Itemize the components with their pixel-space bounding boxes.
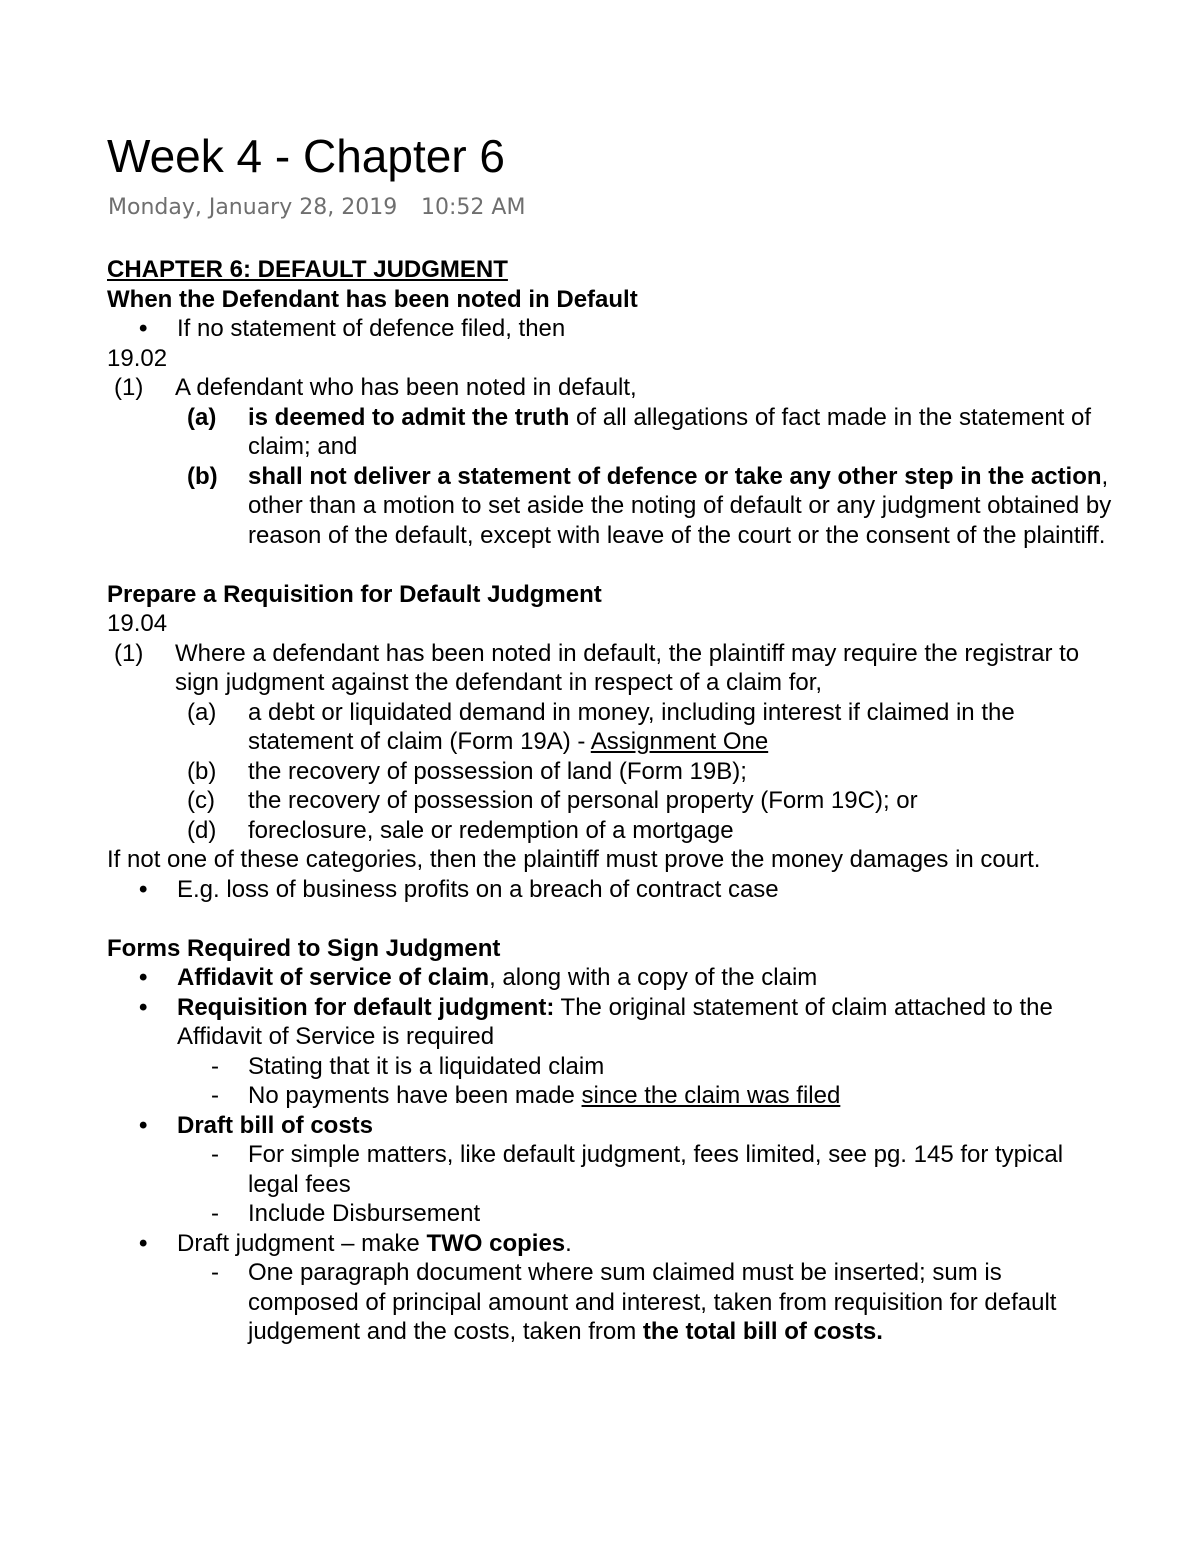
subitem-marker: (b) (187, 757, 217, 785)
rule-item-number: (1) (114, 374, 144, 401)
bullet-marker: • (139, 1229, 148, 1257)
subitem-text: , other than a motion to set aside the noting of default or any judgment obtained by reason of the default, except with leave of the court or the consent of the plaintiff. (248, 462, 1112, 549)
page-time: 10:52 AM (421, 195, 526, 220)
subitem-text: foreclosure, sale or redemption of a mortgage (248, 816, 734, 844)
subitem-marker: (d) (187, 816, 217, 844)
sub-list-item-text: For simple matters, like default judgment, fees limited, see pg. 145 for typical legal fees (248, 1141, 1064, 1198)
rule-subitem (107, 786, 1117, 816)
sub-list-item-text: Stating that it is a liquidated claim (248, 1052, 605, 1080)
assignment-link: Assignment One (590, 728, 769, 755)
rule-number: 19.04 (107, 610, 168, 637)
bullet-marker: • (139, 875, 148, 903)
rule-subitem (107, 462, 1117, 551)
subitem-marker: (a) (187, 403, 217, 431)
rule-item (107, 373, 1117, 403)
subitem-marker: (b) (187, 462, 218, 490)
bullet-marker: • (139, 964, 148, 991)
section-heading: Forms Required to Sign Judgment (107, 934, 501, 962)
list-item (107, 993, 1117, 1052)
list-item-bold-text: Requisition for default judgment: (177, 993, 555, 1021)
sub-list-item-bold-text: the total bill of costs. (642, 1318, 883, 1345)
sub-list-item-underlined: since the claim was filed (581, 1082, 841, 1109)
sub-list-item (107, 1199, 1117, 1229)
rule-subitem (107, 757, 1117, 787)
list-item (107, 1229, 1117, 1259)
subitem-text: a debt or liquidated demand in money, including interest if claimed in the statement of claim (Form 19A) - (248, 698, 1015, 755)
sub-list-item (107, 1081, 1117, 1111)
list-item (107, 314, 1117, 344)
rule-item-text: Where a defendant has been noted in default, the plaintiff may require the registrar to sign judgment against the defendant in respect of a claim for, (175, 639, 1080, 696)
sub-list-item (107, 1258, 1117, 1347)
subitem-text: of all allegations of fact made in the statement of claim; and (248, 403, 1092, 460)
list-item (107, 875, 1117, 905)
list-item-text: E.g. loss of business profits on a breach of contract case (177, 875, 779, 903)
sub-list-item-text: Include Disbursement (248, 1200, 481, 1227)
subitem-bold-text: shall not deliver a statement of defence or take any other step in the action (248, 462, 1102, 490)
dash-marker: - (211, 1052, 219, 1080)
chapter-subheading: When the Defendant has been noted in Default (107, 285, 638, 313)
paragraph: If not one of these categories, then the plaintiff must prove the money damages in court. (107, 846, 1041, 873)
list-item-bold-text: TWO copies (426, 1229, 566, 1257)
list-item-text: Draft judgment – make (177, 1229, 427, 1257)
sub-list-item-text: One paragraph document where sum claimed must be inserted; sum is composed of principal amount and interest, taken from requisition for default judgement and the costs, taken from (248, 1259, 1057, 1345)
subitem-text: the recovery of possession of land (Form 19B); (248, 757, 747, 785)
list-item-text: , along with a copy of the claim (489, 964, 818, 991)
subitem-marker: (a) (187, 698, 217, 726)
rule-item-number: (1) (114, 639, 144, 667)
sub-list-item (107, 1140, 1117, 1199)
page-meta (108, 195, 526, 220)
bullet-marker: • (139, 315, 148, 342)
list-item-text: If no statement of defence filed, then (177, 315, 566, 342)
subitem-marker: (c) (187, 787, 215, 814)
list-item-text-end: . (565, 1229, 572, 1257)
list-item (107, 963, 1117, 993)
rule-item (107, 639, 1117, 698)
rule-number: 19.02 (107, 344, 168, 372)
rule-subitem (107, 403, 1117, 462)
dash-marker: - (211, 1141, 219, 1168)
sub-list-item (107, 1052, 1117, 1082)
dash-marker: - (211, 1259, 219, 1286)
rule-subitem (107, 816, 1117, 846)
list-item-text: The original statement of claim attached to the Affidavit of Service is required (177, 993, 1053, 1050)
list-item (107, 1111, 1117, 1141)
subitem-bold-text: is deemed to admit the truth (248, 403, 570, 431)
rule-subitem (107, 698, 1117, 757)
bullet-marker: • (139, 993, 148, 1021)
note-body (107, 255, 1117, 1347)
dash-marker: - (211, 1082, 219, 1109)
chapter-heading: CHAPTER 6: DEFAULT JUDGMENT (107, 256, 508, 283)
subitem-text: the recovery of possession of personal property (Form 19C); or (248, 787, 918, 814)
section-heading: Prepare a Requisition for Default Judgment (107, 580, 602, 608)
list-item-bold-text: Draft bill of costs (177, 1111, 374, 1139)
rule-item-text: A defendant who has been noted in default, (175, 374, 637, 401)
bullet-marker: • (139, 1111, 148, 1139)
dash-marker: - (211, 1200, 219, 1227)
page-title: Week 4 - Chapter 6 (107, 130, 506, 182)
list-item-bold-text: Affidavit of service of claim (177, 964, 490, 991)
page-date: Monday, January 28, 2019 (108, 195, 398, 220)
sub-list-item-text: No payments have been made (248, 1082, 582, 1109)
